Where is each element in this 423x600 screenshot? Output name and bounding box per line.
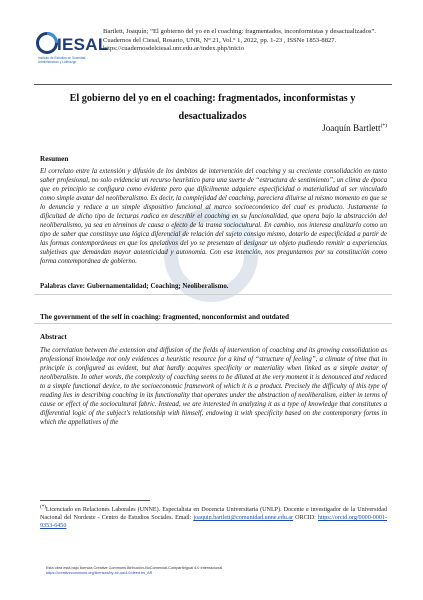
license-text: Esta obra está bajo licencia Creative Commons Atribución-NoComercial-CompartirIgual 4.0 Internacional xyxy=(46,566,223,570)
logo-tagline: Instituto de Estudios en Sociedad, Administración y Liderazgo xyxy=(38,56,87,64)
footnote-mark: (*) xyxy=(40,504,46,510)
license-link[interactable]: https://creativecommons.org/licenses/by-nc-sa/4.0/deed.es_AR xyxy=(46,571,153,575)
resumen-heading: Resumen xyxy=(40,155,69,163)
orcid-label: ORCID: xyxy=(295,514,316,521)
section-divider xyxy=(34,294,392,295)
license-notice xyxy=(46,566,376,576)
abstract-text: The correlation between the extension and diffusion of the fields of intervention of coaching and its growing consolidation as professional knowledge not only evidences a heuristic resource for a kind of “structure of feeling”, a climate of time that in principle is configured as evident, but that hardly acquires specificity or materiality when linked as a simple avatar of neoliberalism. In other words, the complexity of coaching seems to be diluted at the very moment it is denounced and reduced to a simple functional device, to the socioeconomic framework of which it is a product. Precisely the difficulty of this type of reading lies in describing coaching in its functionality that operates under the abstraction of neoliberalism, either in terms of cause or effect of the sociocultural fabric. Instead, we are interested in analyzing it as a type of knowledge that constitutes a differential logic of the subject's relationship with himself, endowing it with specificity based on the contemporary forms in which the appellatives of the xyxy=(40,347,387,426)
abstract-body xyxy=(40,346,387,427)
article-title: El gobierno del yo en el coaching: fragmentados, inconformistas y desactualizados xyxy=(69,93,356,122)
citation-header: Bartlett, Joaquín; “El gobierno del yo en el coaching: fragmentados, inconformistas y desactualizados”. Cuadernos del Ciesal, Rosario, UNR, N° 21, Vol.° 1, 2022, pp. 1-23 , ISSNe 1853-8827. https://cuadernosdelciesal.unr.edu.ar/index.php/inicio xyxy=(103,28,377,53)
english-title: The government of the self in coaching: fragmented, nonconformist and outdated xyxy=(40,313,289,321)
ciesal-logo-icon xyxy=(36,32,58,54)
author-footnote-mark: (*) xyxy=(380,123,387,129)
footnote xyxy=(40,504,387,531)
keywords: Palabras clave: Gubernamentalidad; Coaching; Neoliberalismo. xyxy=(40,283,229,290)
author-email-link[interactable]: joaquin.bartlett@comunidad.unne.edu.ar xyxy=(193,514,294,521)
logo-wordmark: IESAL xyxy=(57,35,109,54)
author-label: Joaquín Bartlett xyxy=(322,123,381,134)
resumen-body xyxy=(40,167,387,267)
section-divider xyxy=(34,323,392,324)
footnote-divider xyxy=(40,500,150,501)
orcid-link[interactable]: https://orcid.org/0000-0001-9353-6450 xyxy=(40,514,387,529)
header-divider xyxy=(34,84,392,85)
author-name xyxy=(322,123,387,133)
footnote-text: Licenciado en Relaciones Laborales (UNNE). Especialista en Docencia Universitaria (UNLP). Docente e investigador de la Universidad Nacional del Nordeste - Centro de Estudios Sociales. Email: xyxy=(40,507,387,521)
abstract-heading: Abstract xyxy=(40,333,67,341)
resumen-text: El correlato entre la extensión y difusión de los ámbitos de intervención del coaching y su creciente consolidación en tanto saber profesional, no solo evidencia un recurso heurístico para una suerte de “estructura de sentimiento”, un clima de época que en principio se configura como evidente pero que difícilmente adquiere especificidad o materialidad al ser vinculado como simple avatar del neoliberalismo. Es decir, la complejidad del coaching, pareciera diluirse al mismo momento en que se lo denuncia y reduce a un simple dispositivo funcional al marco socioeconómico del cual es producto. Justamente la dificultad de dicho tipo de lecturas radica en describir el coaching en su funcionalidad, que opera bajo la abstracción del neoliberalismo, ya sea en términos de causa o efecto de la trama sociocultural. En cambio, nos interesa analizarlo como un tipo de saber que constituye una lógica diferencial de relación del sujeto consigo mismo, dotarlo de especificidad a partir de las formas contemporáneas en que los apelativos del yo se presentan al designar un objeto pudiendo remitir a experiencias subjetivas que demandan mayor autenticidad y autonomía. Con esa intención, nos preguntamos por su constitución como forma contemporánea de gobierno. xyxy=(40,168,387,266)
ciesal-logo xyxy=(36,26,109,76)
